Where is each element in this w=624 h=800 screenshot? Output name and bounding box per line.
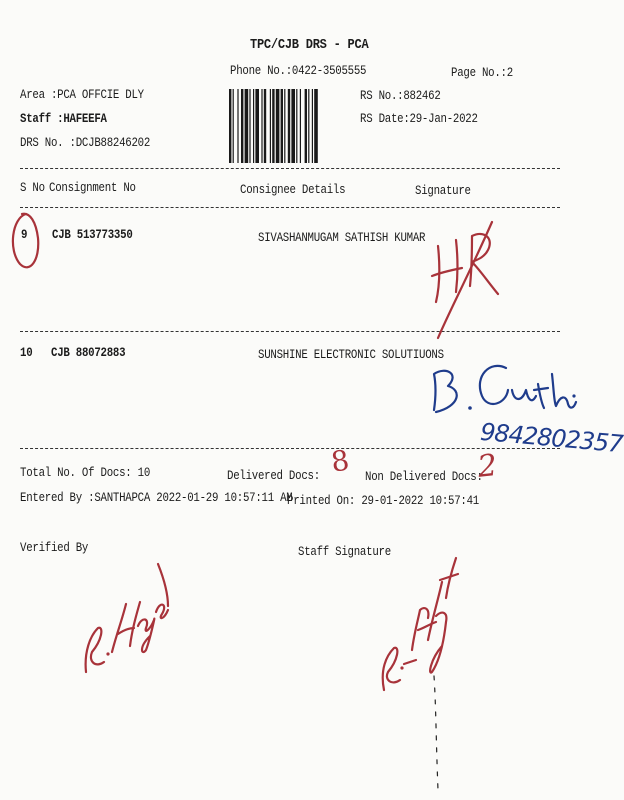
barcode-bar bbox=[270, 89, 271, 163]
document-title: TPC/CJB DRS - PCA bbox=[250, 37, 369, 53]
barcode-bar bbox=[276, 89, 280, 163]
barcode-bar bbox=[308, 89, 309, 163]
entered-by: Entered By :SANTHAPCA 2022-01-29 10:57:11 AM bbox=[20, 491, 293, 505]
barcode-bar bbox=[281, 89, 283, 163]
barcode bbox=[229, 89, 336, 163]
row-consignee-details: SUNSHINE ELECTRONIC SOLUTIUONS bbox=[258, 348, 444, 362]
staff-signature-label: Staff Signature bbox=[298, 545, 391, 559]
row-consignment-no: CJB 88072883 bbox=[51, 346, 126, 360]
barcode-bar bbox=[272, 89, 274, 163]
column-header-consignee: Consignee Details bbox=[240, 183, 346, 197]
barcode-bar bbox=[241, 89, 243, 163]
barcode-bar bbox=[237, 89, 238, 163]
verified-by-label: Verified By bbox=[20, 541, 89, 555]
total-docs: Total No. Of Docs: 10 bbox=[20, 466, 151, 480]
barcode-bar bbox=[288, 89, 290, 163]
column-header-consignment: Consignment No bbox=[49, 181, 136, 195]
rs-number: RS No.:882462 bbox=[360, 89, 441, 103]
barcode-bar bbox=[296, 89, 297, 163]
drs-number: DRS No. :DCJB88246202 bbox=[20, 136, 151, 150]
barcode-bar bbox=[233, 89, 234, 163]
row-sno: 10 bbox=[20, 346, 33, 360]
printed-on: Printed On: 29-01-2022 10:57:41 bbox=[287, 494, 479, 508]
row-sno: 9 bbox=[21, 228, 28, 242]
area-label: Area :PCA OFFCIE DLY bbox=[20, 88, 144, 102]
barcode-bar bbox=[300, 89, 301, 163]
barcode-bar bbox=[255, 89, 259, 163]
rs-date: RS Date:29-Jan-2022 bbox=[360, 112, 478, 126]
staff-label: Staff :HAFEEFA bbox=[20, 112, 107, 126]
barcode-bar bbox=[245, 89, 249, 163]
column-header-signature: Signature bbox=[415, 184, 471, 198]
page-number: Page No.:2 bbox=[451, 66, 513, 80]
verified-by-signature bbox=[86, 564, 168, 672]
barcode-bar bbox=[229, 89, 231, 163]
barcode-bar bbox=[249, 89, 250, 163]
column-header-sno: S No bbox=[20, 181, 45, 195]
divider-row1 bbox=[20, 331, 560, 332]
barcode-bar bbox=[291, 89, 295, 163]
row-consignment-no: CJB 513773350 bbox=[52, 228, 133, 242]
barcode-bar bbox=[305, 89, 307, 163]
divider-header bbox=[20, 207, 560, 208]
non-delivered-docs-label: Non Delivered Docs: bbox=[365, 470, 483, 484]
signature-row-9 bbox=[432, 222, 498, 338]
barcode-bar bbox=[314, 89, 318, 163]
divider-top bbox=[20, 168, 560, 169]
signature-row-10 bbox=[434, 366, 576, 412]
row-consignee-details: SIVASHANMUGAM SATHISH KUMAR bbox=[258, 231, 426, 245]
delivered-docs-label: Delivered Docs: bbox=[227, 469, 320, 483]
barcode-bar bbox=[312, 89, 313, 163]
phone-number: Phone No.:0422-3505555 bbox=[230, 64, 367, 78]
non-delivered-docs-value: 2 bbox=[476, 448, 499, 485]
staff-signature bbox=[383, 558, 458, 790]
barcode-bar bbox=[253, 89, 254, 163]
handwritten-phone: 9842802357 bbox=[479, 417, 624, 459]
barcode-bar bbox=[261, 89, 262, 163]
barcode-bar bbox=[284, 89, 285, 163]
delivered-docs-value: 8 bbox=[329, 443, 351, 479]
barcode-bar bbox=[264, 89, 266, 163]
